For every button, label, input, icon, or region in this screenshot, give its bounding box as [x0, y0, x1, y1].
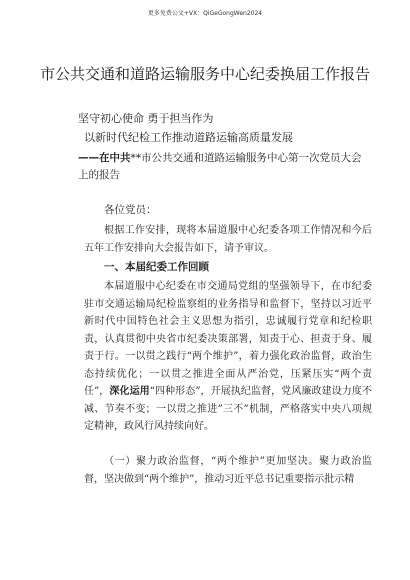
salutation: 各位党员：	[104, 204, 157, 216]
byline-rest: **市公共交通和道路运输服务中心第一次党员大会上的报告	[78, 152, 362, 181]
paragraph-review-bold: 深化运用	[109, 386, 150, 397]
subtitle-theme: 以新时代纪检工作推动道路运输高质量发展	[84, 131, 293, 144]
paragraph-review-part-b: “四种形态”，开展执纪监督，党风廉政建设力度不减、节奏不变；一以贯之推进”三不”机制，严格落实中央八项规定精神，政风行风持续向好。	[84, 386, 372, 432]
paragraph-intro: 根据工作安排，现将本届道服中心纪委各项工作情况和今后五年工作安排向大会报告如下，请予审议。	[84, 225, 372, 254]
paragraph-review-part-a: 本届道服中心纪委在市交通局党组的坚强领导下，在市纪委驻市交通运输局纪检监察组的业务指导和监督下，坚持以习近平新时代中国特色社会主义思想为指引，忠诚履行党章和纪检职责，认真贯彻中央省市纪委决策部署，知责于心、担责于身、履责于行。一以贯之践行“两个维护”，着力强化政治监督，政治生态持续优化；一以贯之推进全面从严治党，压紧压实“两个责任”，	[84, 281, 372, 397]
paragraph-section-1: （一）聚力政治监督，“两个维护”更加坚决。聚力政治监督，坚决做到“两个维护”，推动习近平总书记重要指示批示精	[84, 456, 372, 485]
byline-dash: ——在中共	[78, 152, 131, 164]
paragraph-review	[84, 278, 372, 436]
subtitle-motto: 坚守初心使命 勇于担当作为	[78, 112, 214, 125]
watermark-text: 更多免费公文+VX：QiGeGongWen2024	[147, 10, 263, 17]
byline	[78, 150, 368, 184]
report-title: 市公共交通和道路运输服务中心纪委换届工作报告	[40, 65, 371, 83]
section-heading: 一、本届纪委工作回顾	[104, 261, 209, 273]
